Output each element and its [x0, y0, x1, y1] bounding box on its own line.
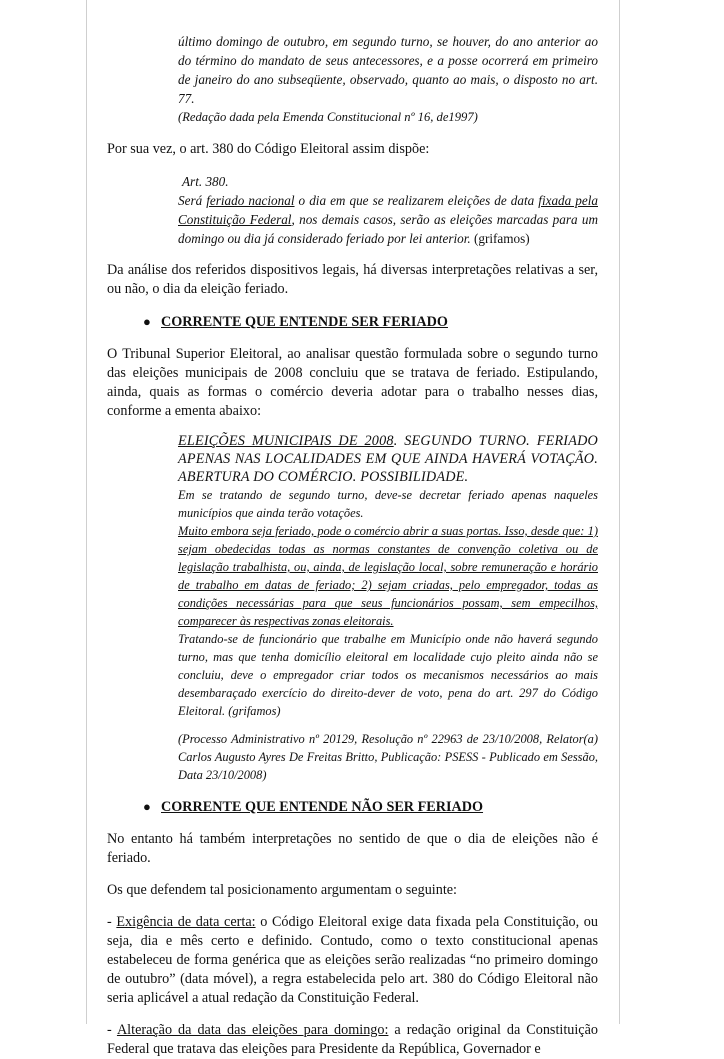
ementa-body-3: Tratando-se de funcionário que trabalhe em Município onde não haverá segundo turno, mas que tenha domicílio eleitoral em localidade cujo pleito ainda não se concluiu, deve o empregador criar todos os mecanismos necessários ao mais desembaraçado exercício do direito-dever de voto, pena do art. 297 do Código Eleitoral. (grifamos) — [178, 632, 598, 718]
left-margin-line — [86, 0, 87, 1024]
paragraph-data-certa: - Exigência de data certa: o Código Eleitoral exige data fixada pela Constituição, ou seja, dia e mês certo e definido. Contudo, como o texto constitucional apenas estabeleceu de forma genérica que as eleições serão realizadas “no primeiro domingo de outubro” (data móvel), a regra estabelecida pelo art. 380 do Código Eleitoral não seria aplicável a atual redação da Constituição Federal. — [107, 914, 598, 1006]
paragraph-art380-intro: Por sua vez, o art. 380 do Código Eleitoral assim dispõe: — [107, 141, 430, 157]
bullet-nao-feriado-label: CORRENTE QUE ENTENDE NÃO SER FERIADO — [161, 799, 484, 815]
paragraph-argumentos: Os que defendem tal posicionamento argumentam o seguinte: — [107, 882, 457, 898]
ementa-heading: ELEIÇÕES MUNICIPAIS DE 2008. SEGUNDO TURNO. FERIADO APENAS NAS LOCALIDADES EM QUE AINDA HAVERÁ VOTAÇÃO. ABERTURA DO COMÉRCIO. POSSIBILIDADE. — [178, 433, 598, 485]
constitution-quote-text: último domingo de outubro, em segundo turno, se houver, do ano anterior ao do término do mandato de seus antecessores, e a posse ocorrerá em primeiro de janeiro do ano subseqüente, observado, quanto ao mais, o disposto no art. 77. — [178, 34, 598, 106]
bullet-dot-icon: ● — [143, 314, 151, 329]
constitution-quote-note: (Redação dada pela Emenda Constitucional nº 16, de1997) — [178, 110, 478, 124]
bullet-feriado-label: CORRENTE QUE ENTENDE SER FERIADO — [161, 314, 448, 330]
ementa-body-2: Muito embora seja feriado, pode o comércio abrir a suas portas. Isso, desde que: 1) sejam obedecidas todas as normas constantes de convenção coletiva ou de legislação trabalhista, ou, ainda, de legislação local, sobre remuneração e horário de trabalho em datas de feriado; 2) sejam criadas, pelo empregador, todas as condições necessárias para que seus funcionários possam, sem empecilhos, comparecer às respectivas zonas eleitorais. — [178, 524, 598, 628]
ementa-block — [178, 432, 598, 784]
art380-title: Art. 380. — [182, 174, 229, 189]
right-margin-line — [619, 0, 620, 1024]
bullet-dot-icon: ● — [143, 799, 151, 814]
bullet-feriado — [143, 312, 598, 332]
art380-text: Será feriado nacional o dia em que se realizarem eleições de data fixada pela Constituição Federal, nos demais casos, serão as eleições marcadas para um domingo ou dia já considerado feriado por lei anterior. (grifamos) — [178, 193, 598, 246]
document-page — [107, 32, 598, 1059]
paragraph-interpretacoes: No entanto há também interpretações no sentido de que o dia de eleições não é feriado. — [107, 831, 598, 866]
paragraph-alteracao-data: - Alteração da data das eleições para domingo: a redação original da Constituição Federal que tratava das eleições para Presidente da República, Governador e — [107, 1022, 598, 1057]
art380-quote — [178, 172, 598, 248]
paragraph-analysis: Da análise dos referidos dispositivos legais, há diversas interpretações relativas a ser, ou não, o dia da eleição feriado. — [107, 262, 598, 297]
ementa-reference: (Processo Administrativo nº 20129, Resolução nº 22963 de 23/10/2008, Relator(a) Carlos Augusto Ayres De Freitas Britto, Publicação: PSESS - Publicado em Sessão, Data 23/10/2008) — [178, 732, 598, 782]
ementa-body-1: Em se tratando de segundo turno, deve-se decretar feriado apenas naqueles municípios que ainda terão votações. — [178, 488, 598, 520]
bullet-nao-feriado — [143, 797, 598, 817]
paragraph-tse: O Tribunal Superior Eleitoral, ao analisar questão formulada sobre o segundo turno das eleições municipais de 2008 concluiu que se tratava de feriado. Estipulando, ainda, quais as formas o comércio deveria adotar para o trabalho nesses dias, conforme a ementa abaixo: — [107, 346, 598, 419]
constitution-quote — [178, 32, 598, 127]
